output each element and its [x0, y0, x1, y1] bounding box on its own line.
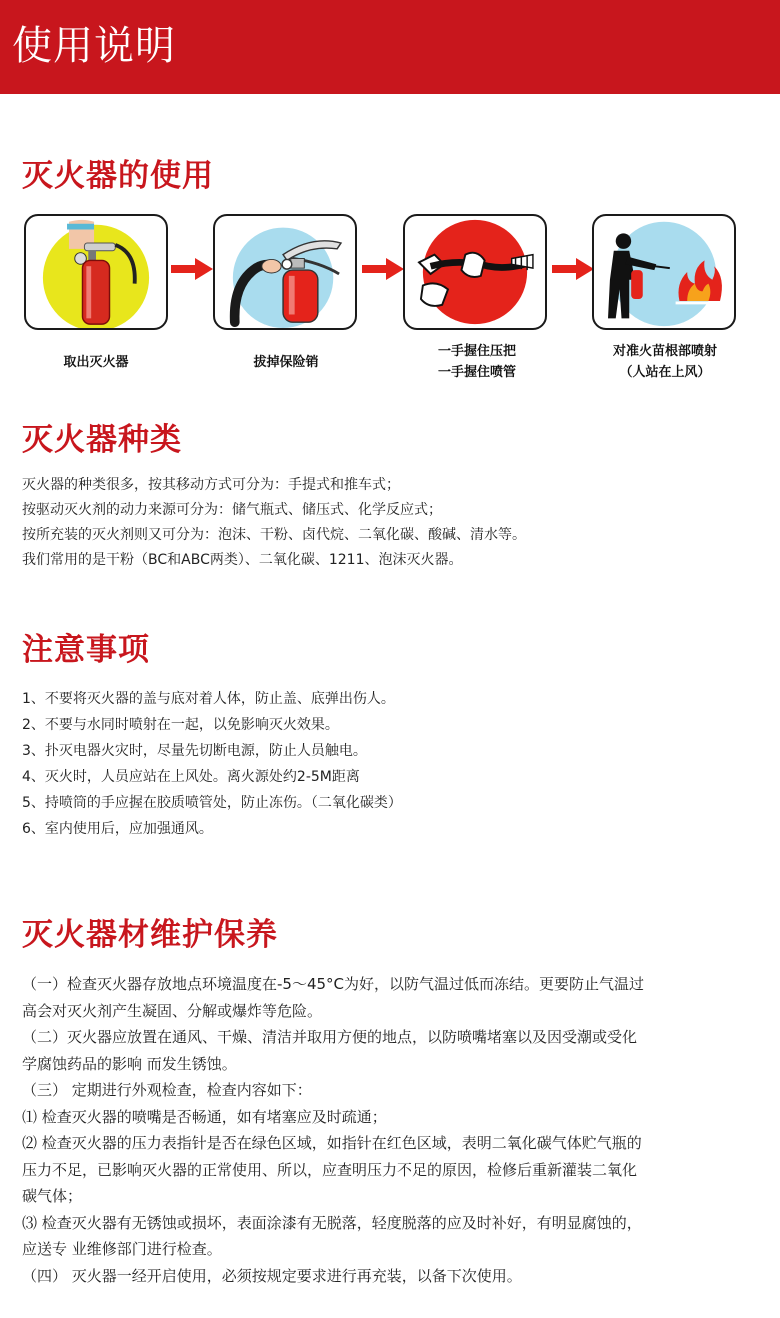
- types-paragraph: [22, 473, 526, 573]
- step-4-card: [592, 214, 736, 330]
- maintenance-line: （四） 灭火器一经开启使用，必须按规定要求进行再充装，以备下次使用。: [22, 1266, 522, 1285]
- notes-item: 6、室内使用后，应加强通风。: [22, 821, 213, 837]
- maintenance-line: 高会对灭火剂产生凝固、分解或爆炸等危险。: [22, 1001, 323, 1020]
- page-header: [0, 0, 780, 94]
- step-arrow-3-icon: [552, 258, 594, 280]
- types-line: 我们常用的是干粉（BC和ABC两类）、二氧化碳、1211、泡沫灭火器。: [22, 552, 463, 568]
- notes-item: 2、不要与水同时喷射在一起，以免影响灭火效果。: [22, 717, 339, 733]
- step-2-caption: 拔掉保险销: [253, 355, 319, 370]
- notes-item: 3、扑灭电器火灾时，尽量先切断电源，防止人员触电。: [22, 743, 367, 759]
- maintenance-line: 碳气体；: [22, 1187, 83, 1205]
- types-line: 灭火器的种类很多，按其移动方式可分为：手提式和推车式；: [22, 477, 400, 493]
- maintenance-line: ⑶ 检查灭火器有无锈蚀或损坏，表面涂漆有无脱落，轻度脱落的应及时补好，有明显腐蚀的，: [22, 1213, 642, 1232]
- maintenance-line: （二）灭火器应放置在通风、干燥、清洁并取用方便的地点，以防喷嘴堵塞以及因受潮或受化: [22, 1028, 638, 1046]
- maintenance-line: （三） 定期进行外观检查，检查内容如下：: [22, 1081, 312, 1099]
- pull-pin-icon: [215, 216, 355, 328]
- notes-item: 5、持喷筒的手应握在胶质喷管处，防止冻伤。（二氧化碳类）: [22, 795, 402, 811]
- grip-handle-icon: [405, 216, 545, 328]
- maintenance-section-title: 灭火器材维护保养: [22, 917, 278, 953]
- maintenance-line: 应送专 业维修部门进行检查。: [22, 1240, 222, 1258]
- maintenance-paragraph: [22, 971, 752, 1289]
- step-2-card: [213, 214, 357, 330]
- notes-section-title: 注意事项: [22, 632, 150, 668]
- maintenance-line: ⑵ 检查灭火器的压力表指针是否在绿色区域，如指针在红色区域，表明二氧化碳气体贮气瓶的: [22, 1134, 642, 1152]
- step-1-card: [24, 214, 168, 330]
- step-arrow-1-icon: [171, 258, 213, 280]
- types-line: 按驱动灭火剂的动力来源可分为：储气瓶式、储压式、化学反应式；: [22, 502, 442, 518]
- notes-item: 1、不要将灭火器的盖与底对着人体，防止盖、底弹出伤人。: [22, 691, 395, 707]
- step-arrow-2-icon: [362, 258, 404, 280]
- usage-section-title: 灭火器的使用: [22, 158, 214, 194]
- step-1-caption: 取出灭火器: [63, 355, 129, 370]
- page-title: 使用说明: [12, 23, 176, 69]
- notes-item: 4、灭火时，人员应站在上风处。离火源处约2-5M距离: [22, 769, 360, 785]
- step-3-card: [403, 214, 547, 330]
- extinguisher-pickup-icon: [26, 216, 166, 328]
- notes-list: [22, 686, 402, 842]
- maintenance-line: 学腐蚀药品的影响 而发生锈蚀。: [22, 1054, 237, 1073]
- maintenance-line: ⑴ 检查灭火器的喷嘴是否畅通，如有堵塞应及时疏通；: [22, 1107, 387, 1126]
- step-4-caption: 对准火苗根部喷射 （人站在上风）: [612, 344, 717, 380]
- maintenance-line: （一）检查灭火器存放地点环境温度在-5～45°C为好，以防气温过低而冻结。更要防止气温过: [22, 975, 645, 993]
- types-section-title: 灭火器种类: [22, 422, 182, 458]
- aim-at-fire-icon: [594, 216, 734, 328]
- step-3-caption: 一手握住压把 一手握住喷管: [437, 344, 516, 380]
- types-line: 按所充装的灭火剂则又可分为：泡沫、干粉、卤代烷、二氧化碳、酸碱、清水等。: [22, 527, 526, 543]
- maintenance-line: 压力不足，已影响灭火器的正常使用、所以，应查明压力不足的原因，检修后重新灌装二氧化: [22, 1160, 638, 1179]
